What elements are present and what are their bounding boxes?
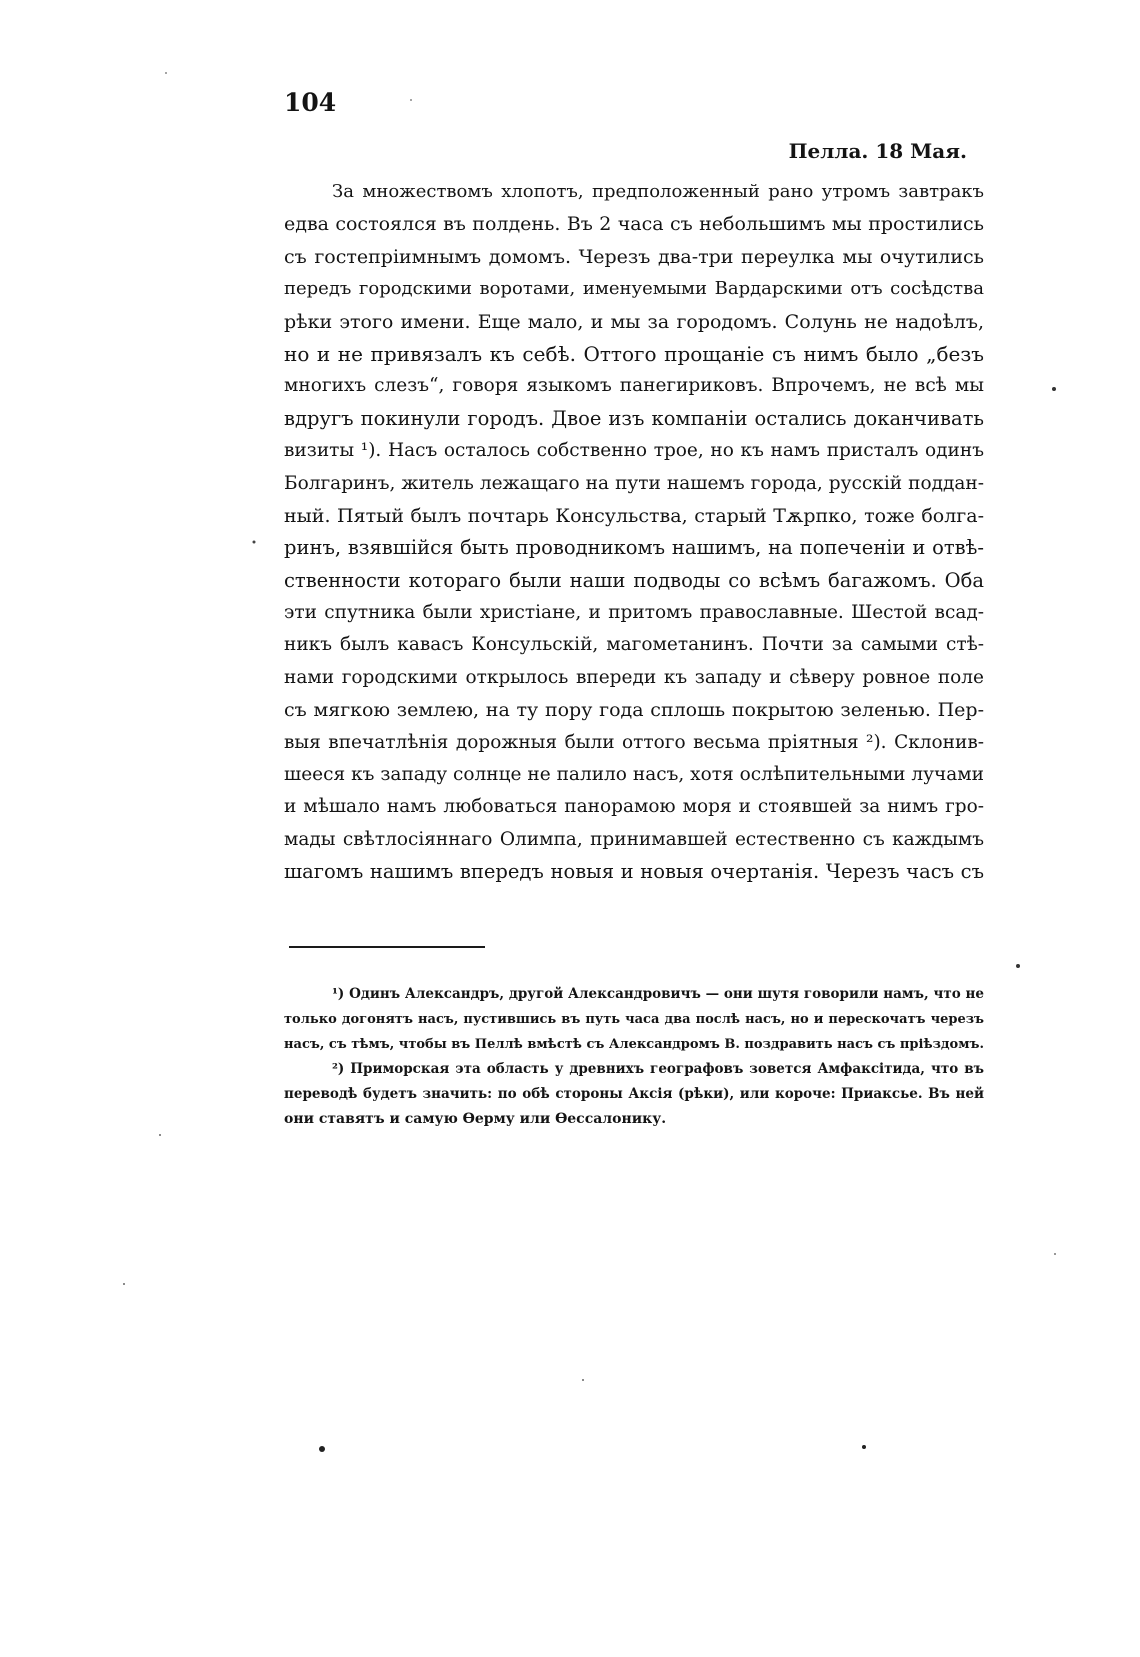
text-line: вдругъ покинули городъ. Двое изъ компаніи остались доканчивать	[284, 406, 984, 430]
speck	[1052, 387, 1056, 391]
text-line: и мѣшало намъ любоваться панорамою моря и стоявшей за нимъ гро-	[284, 796, 984, 818]
footnotes	[284, 982, 984, 1132]
speck	[123, 1283, 125, 1285]
footnote-divider	[289, 946, 485, 948]
text-line: выя впечатлѣнія дорожныя были оттого весьма пріятныя ²). Склонив-	[284, 731, 984, 753]
text-line: нами городскими открылось впереди къ западу и сѣверу ровное поле	[284, 666, 984, 688]
text-line: передъ городскими воротами, именуемыми Вардарскими отъ сосѣдства	[284, 278, 984, 300]
footnote-line: переводѣ будетъ значить: по обѣ стороны Аксія (рѣки), или короче: Приаксье. Въ ней	[284, 1086, 984, 1102]
text-line: визиты ¹). Насъ осталось собственно трое, но къ намъ присталъ одинъ	[284, 440, 984, 462]
main-text	[284, 176, 984, 889]
text-line: За множествомъ хлопотъ, предположенный рано утромъ завтракъ	[332, 181, 984, 202]
speck	[319, 1446, 325, 1452]
text-line: съ гостепріимнымъ домомъ. Черезъ два-три переулка мы очутились	[284, 245, 984, 268]
speck	[582, 1379, 584, 1381]
speck	[159, 1134, 161, 1136]
text-line: никъ былъ кавасъ Консульскій, магометанинъ. Почти за самыми стѣ-	[284, 634, 984, 656]
text-line: едва состоялся въ полдень. Въ 2 часа съ небольшимъ мы простились	[284, 213, 984, 236]
footnote-line: только догонятъ насъ, пустившись въ путь часа два послѣ насъ, но и перескочатъ черезъ	[284, 1012, 984, 1027]
page-number: 104	[284, 88, 337, 117]
text-line: эти спутника были христіане, и притомъ православные. Шестой всад-	[284, 602, 984, 624]
text-line: многихъ слезъ“, говоря языкомъ панегириковъ. Впрочемъ, не всѣ мы	[284, 375, 984, 397]
footnote-line: ¹) Одинъ Александръ, другой Александровичъ — они шутя говорили намъ, что не	[332, 986, 984, 1002]
text-line: Болгаринъ, житель лежащаго на пути нашемъ города, русскій поддан-	[284, 472, 984, 494]
speck	[165, 72, 167, 74]
speck	[1054, 1253, 1056, 1255]
text-line: съ мягкою землею, на ту пору года сплошь покрытою зеленью. Пер-	[284, 699, 984, 722]
text-line: рѣки этого имени. Еще мало, и мы за городомъ. Солунь не надоѣлъ,	[284, 310, 984, 333]
footnote-line: они ставятъ и самую Ѳерму или Ѳессалонику.	[284, 1111, 667, 1127]
speck	[862, 1445, 866, 1449]
footnote-line: насъ, съ тѣмъ, чтобы въ Пеллѣ вмѣстѣ съ Александромъ В. поздравить насъ съ пріѣздомъ.	[284, 1037, 985, 1052]
running-head: Пелла. 18 Мая.	[788, 139, 967, 163]
footnote-line: ²) Приморская эта область у древнихъ географовъ зовется Амфаксітида, что въ	[332, 1061, 984, 1077]
text-line: шагомъ нашимъ впередъ новыя и новыя очертанія. Черезъ часъ съ	[284, 860, 984, 884]
text-line: мады свѣтлосіяннаго Олимпа, принимавшей естественно съ каждымъ	[284, 828, 984, 850]
text-line: ный. Пятый былъ почтарь Консульства, старый Тѫрпко, тоже болга-	[284, 504, 984, 527]
speck	[1016, 964, 1020, 968]
speck	[410, 99, 412, 101]
text-line: ринъ, взявшійся быть проводникомъ нашимъ, на попеченіи и отвѣ-	[284, 536, 984, 560]
speck	[253, 541, 256, 544]
text-line: но и не привязалъ къ себѣ. Оттого прощаніе съ нимъ было „безъ	[284, 341, 984, 366]
text-line: шееся къ западу солнце не палило насъ, хотя ослѣпительными лучами	[284, 764, 984, 786]
text-line: ственности котораго были наши подводы со всѣмъ багажомъ. Оба	[284, 568, 984, 592]
